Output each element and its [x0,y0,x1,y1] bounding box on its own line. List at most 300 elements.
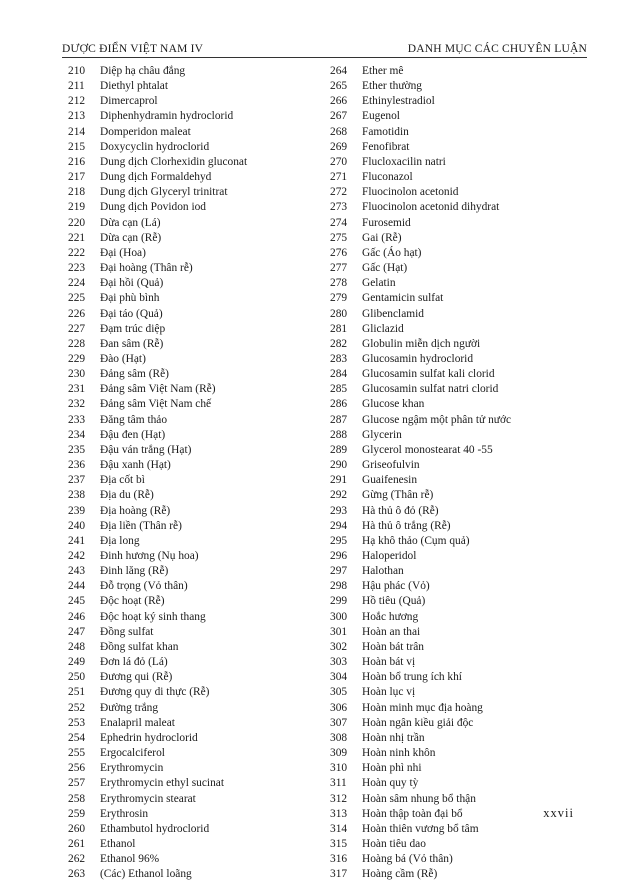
list-item [330,443,600,458]
entry-number: 304 [330,671,348,684]
entry-title: Doxycyclin hydroclorid [100,140,210,153]
entry-number: 266 [330,95,348,108]
entry-number: 246 [68,610,86,623]
list-item [68,610,330,625]
list-item [330,291,600,306]
entry-number: 310 [330,762,348,775]
list-item [68,549,330,564]
list-item [330,822,600,837]
entry-title: Đồng sulfat khan [100,640,179,653]
list-item [68,564,330,579]
entry-number: 254 [68,731,86,744]
entry-number: 225 [68,292,86,305]
entry-title: Domperidon maleat [100,125,191,138]
list-item [330,867,600,882]
entry-title: Gentamicin sulfat [362,292,444,305]
list-item [68,473,330,488]
list-item [68,155,330,170]
entry-number: 220 [68,216,86,229]
entry-title: Diethyl phtalat [100,80,169,93]
entry-number: 264 [330,65,348,77]
list-item [330,852,600,867]
list-item [330,761,600,776]
list-item [68,488,330,503]
entry-title: Hoàn nhị trần [362,731,425,744]
list-item [330,473,600,488]
entry-title: Glucosamin sulfat kali clorid [362,368,495,381]
list-item [330,564,600,579]
entry-title: Ether mê [362,65,404,77]
entry-number: 258 [68,792,86,805]
list-item [68,504,330,519]
list-item [330,837,600,852]
entry-number: 279 [330,292,348,305]
entry-number: 317 [330,868,348,881]
entry-number: 213 [68,110,86,123]
entry-title: Fluconazol [362,171,413,184]
entry-title: Đỗ trọng (Vỏ thân) [100,580,188,593]
entry-number: 228 [68,337,86,350]
entry-number: 302 [330,640,348,653]
list-item [330,701,600,716]
list-item [68,352,330,367]
entry-number: 301 [330,625,348,638]
entry-number: 229 [68,352,86,365]
entry-title: Halothan [362,565,404,578]
entry-number: 235 [68,443,86,456]
entry-number: 237 [68,474,86,487]
entry-number: 217 [68,171,86,184]
entry-number: 300 [330,610,348,623]
list-item [330,79,600,94]
list-item [330,337,600,352]
entry-title: Dung dịch Clorhexidin gluconat [100,155,248,168]
entry-number: 284 [330,368,348,381]
list-item [330,519,600,534]
list-item [68,109,330,124]
entry-title: Famotidin [362,125,409,138]
entry-title: Độc hoạt (Rễ) [100,595,165,608]
entry-title: Globulin miễn dịch người [362,337,481,350]
entry-number: 236 [68,459,86,472]
list-item [68,337,330,352]
entry-number: 260 [68,822,86,835]
entry-number: 216 [68,155,86,168]
entry-number: 277 [330,262,348,275]
entry-number: 289 [330,443,348,456]
entry-number: 259 [68,807,86,820]
list-item [68,640,330,655]
list-item [68,670,330,685]
entry-number: 294 [330,519,348,532]
entry-title: Hoàn tiêu dao [362,837,426,850]
entry-title: Đại táo (Quả) [100,307,163,320]
entry-number: 291 [330,474,348,487]
entry-title: Hoàng bá (Vỏ thân) [362,853,453,866]
entry-title: Đinh hương (Nụ hoa) [100,550,199,562]
list-item [68,170,330,185]
entry-title: Hoàn an thai [362,625,421,638]
entry-title: Glucose ngậm một phân tử nước [362,413,512,426]
entry-title: Đại phù bình [100,292,160,305]
entry-number: 222 [68,246,86,259]
list-item [68,367,330,382]
entry-title: Erythromycin stearat [100,792,196,805]
list-item [68,867,330,882]
entry-number: 280 [330,307,348,320]
list-item [68,852,330,867]
list-item [330,549,600,564]
entry-title: Ethambutol hydroclorid [100,822,210,835]
list-item [330,458,600,473]
entry-title: Hoàn ninh khôn [362,747,436,760]
entry-number: 239 [68,504,86,517]
entry-number: 283 [330,352,348,365]
list-item [68,701,330,716]
entry-title: Đảng sâm (Rễ) [100,368,169,381]
list-item [330,246,600,261]
entry-title: Đảng sâm Việt Nam chế [100,398,212,411]
entry-number: 251 [68,686,86,699]
list-item [330,670,600,685]
list-item [68,746,330,761]
entry-number: 274 [330,216,348,229]
entry-title: Dung dịch Povidon iod [100,201,206,214]
entry-number: 253 [68,716,86,729]
list-item [330,716,600,731]
entry-number: 215 [68,140,86,153]
list-item [330,792,600,807]
list-item [330,428,600,443]
list-item [68,519,330,534]
entry-number: 262 [68,853,86,866]
list-item [68,291,330,306]
list-item [330,640,600,655]
entry-number: 275 [330,231,348,244]
entry-title: Fluocinolon acetonid [362,186,459,199]
list-item [68,594,330,609]
entry-number: 286 [330,398,348,411]
entry-title: Glucose khan [362,398,425,411]
list-item [330,382,600,397]
entry-number: 270 [330,155,348,168]
list-item [330,231,600,246]
entry-title: Đường trắng [100,701,159,714]
list-item [68,534,330,549]
entry-title: Hà thủ ô trắng (Rễ) [362,519,451,532]
entry-number: 232 [68,398,86,411]
list-item [330,746,600,761]
list-item [68,94,330,109]
entry-number: 256 [68,762,86,775]
list-item [68,79,330,94]
entry-title: Hoàn bổ trung ích khí [362,671,462,684]
list-item [68,822,330,837]
entry-title: Đại (Hoa) [100,246,146,259]
entry-number: 309 [330,747,348,760]
entry-number: 305 [330,686,348,699]
entry-number: 227 [68,322,86,335]
list-item [330,109,600,124]
entry-number: 223 [68,262,86,275]
running-header [62,41,587,58]
list-item [68,776,330,791]
entry-number: 287 [330,413,348,426]
list-item [330,534,600,549]
entry-number: 285 [330,383,348,396]
entry-title: Đương qui (Rễ) [100,671,173,684]
entry-title: Đồng sulfat [100,625,154,638]
list-item [330,625,600,640]
entry-title: Hoắc hương [362,610,419,623]
entry-number: 234 [68,428,86,441]
entry-title: Đăng tâm thảo [100,413,168,426]
list-item [330,594,600,609]
entry-title: Địa hoàng (Rễ) [100,504,171,517]
entry-number: 276 [330,246,348,259]
entry-title: Ethinylestradiol [362,95,435,108]
entry-title: Hạ khô thảo (Cụm quả) [362,534,470,547]
list-item [68,382,330,397]
entry-title: Hoàn quy tỳ [362,777,419,790]
entry-number: 293 [330,504,348,517]
entry-number: 278 [330,277,348,290]
list-item [330,352,600,367]
list-item [330,685,600,700]
list-item [330,655,600,670]
list-item [330,488,600,503]
entry-title: Hoàn thiên vương bổ tâm [362,822,479,835]
entry-title: Dimercaprol [100,95,158,108]
list-item [330,610,600,625]
list-item [330,367,600,382]
list-item [68,807,330,822]
list-item [330,125,600,140]
entry-number: 219 [68,201,86,214]
entry-number: 224 [68,277,86,290]
entry-title: Đảng sâm Việt Nam (Rễ) [100,383,216,396]
entry-title: Hoàng cầm (Rễ) [362,868,438,881]
entry-number: 308 [330,731,348,744]
list-item [68,246,330,261]
entry-number: 250 [68,671,86,684]
right-column [330,64,600,882]
entry-number: 218 [68,186,86,199]
entry-number: 211 [68,80,85,93]
entry-title: Diphenhydramin hydroclorid [100,110,234,123]
entry-number: 267 [330,110,348,123]
entry-title: Dừa cạn (Lá) [100,216,161,229]
entry-number: 252 [68,701,86,714]
entry-title: Hoàn sâm nhung bổ thận [362,792,476,805]
entry-number: 295 [330,534,348,547]
entry-title: Đinh lăng (Rễ) [100,565,169,578]
list-item [68,261,330,276]
entry-title: Hậu phác (Vỏ) [362,580,430,593]
entry-title: Dừa cạn (Rễ) [100,231,162,244]
entry-title: Ethanol [100,837,136,850]
list-item [68,761,330,776]
entry-title: Griseofulvin [362,459,420,472]
entry-number: 313 [330,807,348,820]
entry-title: Đan sâm (Rễ) [100,337,164,350]
list-item [68,216,330,231]
entry-number: 311 [330,777,347,790]
list-item [330,307,600,322]
list-item [68,655,330,670]
entry-title: Đơn lá đỏ (Lá) [100,656,168,669]
entry-title: Haloperidol [362,550,417,562]
entry-title: Fluocinolon acetonid dihydrat [362,201,500,214]
list-item [68,837,330,852]
list-item [68,685,330,700]
entry-title: Flucloxacilin natri [362,155,446,168]
entry-number: 269 [330,140,348,153]
book-title: DƯỢC ĐIỂN VIỆT NAM IV [62,43,204,55]
entry-number: 214 [68,125,86,138]
entry-title: Gliclazid [362,322,404,335]
entry-title: Erythromycin ethyl sucinat [100,777,225,790]
entry-title: Glucosamin hydroclorid [362,352,474,365]
list-item [330,397,600,412]
entry-number: 292 [330,489,348,502]
entry-title: Eugenol [362,110,400,123]
list-item [330,185,600,200]
entry-title: Enalapril maleat [100,716,175,729]
entry-title: Hoàn phì nhi [362,762,422,775]
entry-title: Độc hoạt ký sinh thang [100,610,206,623]
list-item [68,140,330,155]
entry-title: Glycerin [362,428,402,441]
list-item [330,276,600,291]
list-item [68,307,330,322]
entry-number: 242 [68,550,86,562]
entry-title: Fenofibrat [362,140,410,153]
entry-number: 273 [330,201,348,214]
entry-title: Địa liền (Thân rễ) [100,519,182,532]
list-item [330,731,600,746]
entry-title: Đạm trúc diệp [100,322,166,335]
entry-title: Gừng (Thân rễ) [362,489,434,502]
list-item [330,504,600,519]
entry-number: 261 [68,837,86,850]
entry-number: 212 [68,95,86,108]
entry-number: 296 [330,550,348,562]
entry-number: 315 [330,837,348,850]
entry-number: 244 [68,580,86,593]
entry-number: 281 [330,322,348,335]
entry-title: Đương quy di thực (Rễ) [100,686,210,699]
list-item [68,458,330,473]
list-item [330,322,600,337]
entry-title: Địa long [100,534,140,547]
list-item [68,231,330,246]
entry-number: 221 [68,231,86,244]
entry-number: 288 [330,428,348,441]
entry-title: Hồ tiêu (Quả) [362,595,426,608]
entry-number: 240 [68,519,86,532]
entry-title: Hoàn minh mục địa hoàng [362,701,483,714]
entry-title: Erythromycin [100,762,164,775]
list-item [330,94,600,109]
entry-number: 243 [68,565,86,578]
list-item [68,716,330,731]
list-item [330,216,600,231]
list-item [330,200,600,215]
list-item [68,200,330,215]
list-item [330,261,600,276]
list-item [330,776,600,791]
entry-title: Ephedrin hydroclorid [100,731,198,744]
entry-title: Ergocalciferol [100,747,165,760]
section-title: DANH MỤC CÁC CHUYÊN LUẬN [407,43,587,55]
page-number: xxvii [543,806,574,820]
entry-number: 290 [330,459,348,472]
entry-number: 231 [68,383,86,396]
entry-title: Gai (Rễ) [362,231,402,244]
entry-title: Địa cốt bì [100,474,145,487]
entry-number: 268 [330,125,348,138]
entry-title: Gấc (Áo hạt) [362,246,422,259]
entry-number: 297 [330,565,348,578]
list-item [68,276,330,291]
entry-number: 282 [330,337,348,350]
entry-number: 271 [330,171,348,184]
list-item [68,428,330,443]
list-item [68,625,330,640]
entry-title: Gấc (Hạt) [362,262,408,275]
list-item [330,170,600,185]
list-item [68,579,330,594]
list-item [330,413,600,428]
list-item [68,413,330,428]
list-item [330,579,600,594]
entry-title: Glucosamin sulfat natri clorid [362,383,499,396]
entry-number: 257 [68,777,86,790]
entry-title: Gelatin [362,277,396,290]
entry-title: Hoàn bát trân [362,640,424,653]
entry-title: Hoàn ngân kiều giải độc [362,716,474,729]
entry-number: 263 [68,868,86,881]
left-column [68,64,330,882]
entry-number: 298 [330,580,348,593]
entry-title: Đào (Hạt) [100,352,146,365]
entry-number: 226 [68,307,86,320]
entry-number: 245 [68,595,86,608]
entry-title: Dung dịch Formaldehyd [100,171,212,184]
entry-number: 230 [68,368,86,381]
entry-number: 312 [330,792,348,805]
entry-title: Ethanol 96% [100,853,160,866]
entry-title: Glibenclamid [362,307,424,320]
entry-title: Hoàn bát vị [362,656,416,669]
entry-number: 306 [330,701,348,714]
entry-title: (Các) Ethanol loãng [100,868,192,881]
entry-title: Hà thủ ô đỏ (Rễ) [362,504,439,517]
entry-title: Hoàn thập toàn đại bổ [362,807,463,820]
entry-number: 233 [68,413,86,426]
entry-title: Đậu đen (Hạt) [100,428,166,441]
entry-number: 255 [68,747,86,760]
entry-title: Ether thường [362,80,422,93]
list-item [68,397,330,412]
entry-number: 307 [330,716,348,729]
entry-number: 241 [68,534,86,547]
list-item [68,792,330,807]
entry-title: Địa du (Rễ) [100,489,154,502]
list-item [68,322,330,337]
entry-title: Guaifenesin [362,474,418,487]
